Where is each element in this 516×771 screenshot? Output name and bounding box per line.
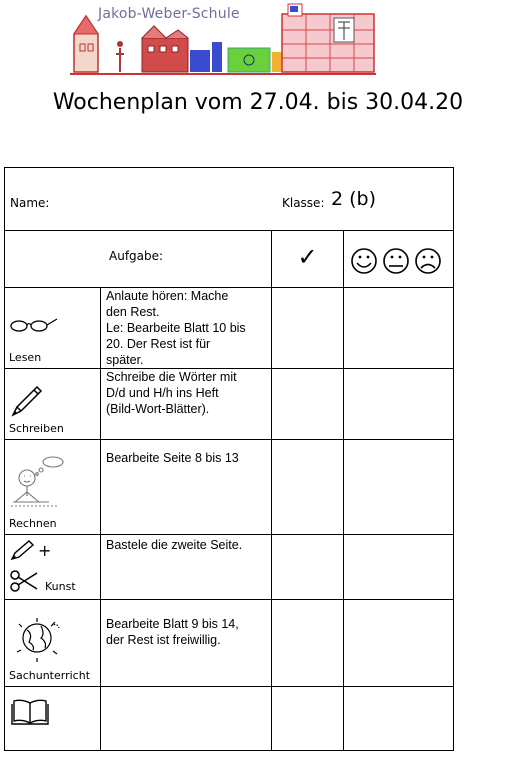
task-cell	[101, 288, 272, 369]
subject-row-reading-book	[5, 687, 454, 751]
done-check-cell[interactable]	[272, 600, 344, 687]
subject-row-schreiben	[5, 369, 454, 440]
page-title: Wochenplan vom 27.04. bis 30.04.20	[52, 90, 464, 115]
subject-row-rechnen	[5, 440, 454, 535]
subject-row-lesen	[5, 288, 454, 369]
task-line: (Bild-Wort-Blätter).	[106, 402, 210, 416]
globe-icon	[11, 614, 67, 664]
task-line: Le: Bearbeite Blatt 10 bis	[106, 321, 246, 335]
subject-label: Schreiben	[9, 422, 64, 435]
subject-row-kunst	[5, 535, 454, 600]
thinking-figure-icon	[9, 454, 69, 514]
done-check-cell[interactable]	[272, 535, 344, 600]
pencil-icon	[9, 539, 35, 561]
done-check-cell[interactable]	[272, 369, 344, 440]
subject-cell	[5, 600, 101, 687]
subject-label: Sachunterricht	[9, 669, 91, 682]
task-cell	[101, 687, 272, 751]
done-check-cell[interactable]	[272, 687, 344, 751]
column-header-row	[5, 231, 454, 288]
task-header-label: Aufgabe:	[109, 249, 164, 263]
class-label: Klasse:	[282, 196, 325, 210]
task-header-cell	[5, 231, 272, 288]
task-cell	[101, 535, 272, 600]
name-label: Name:	[10, 196, 50, 210]
task-line: 20. Der Rest ist für	[106, 337, 211, 351]
task-cell	[101, 369, 272, 440]
subject-cell	[5, 535, 101, 600]
subject-cell	[5, 440, 101, 535]
rating-cell[interactable]	[344, 535, 454, 600]
task-cell	[101, 600, 272, 687]
task-line: Anlaute hören: Mache	[106, 289, 229, 303]
task-line: D/d und H/h ins Heft	[106, 386, 219, 400]
pencil-icon	[9, 383, 45, 419]
subject-label: Rechnen	[9, 517, 57, 530]
check-header-cell	[272, 231, 344, 288]
done-check-cell[interactable]	[272, 288, 344, 369]
task-line: Bearbeite Seite 8 bis 13	[106, 451, 239, 465]
subject-label: Kunst	[45, 580, 76, 593]
name-class-cell[interactable]	[5, 168, 454, 231]
task-line: den Rest.	[106, 305, 160, 319]
rating-cell[interactable]	[344, 687, 454, 751]
task-line: Bearbeite Blatt 9 bis 14,	[106, 617, 239, 631]
task-line: Bastele die zweite Seite.	[106, 538, 243, 552]
glasses-icon	[9, 316, 59, 334]
subject-label: Lesen	[9, 351, 42, 364]
task-line: der Rest ist freiwillig.	[106, 633, 221, 647]
rating-cell[interactable]	[344, 288, 454, 369]
task-line: Schreibe die Wörter mit	[106, 370, 237, 384]
rating-header-cell	[344, 231, 454, 288]
class-value: 2 (b)	[331, 188, 377, 210]
done-check-cell[interactable]	[272, 440, 344, 535]
rating-cell[interactable]	[344, 600, 454, 687]
school-name: Jakob-Weber-Schule	[98, 6, 240, 22]
smiley-faces-icon	[348, 245, 444, 277]
subject-cell	[5, 288, 101, 369]
checkmark-icon: ✓	[297, 243, 318, 271]
rating-cell[interactable]	[344, 440, 454, 535]
school-logo	[70, 0, 380, 78]
subject-cell	[5, 369, 101, 440]
subject-cell	[5, 687, 101, 751]
rating-cell[interactable]	[344, 369, 454, 440]
header-row	[5, 168, 454, 231]
task-line: später.	[106, 353, 144, 367]
scissors-icon	[9, 569, 39, 593]
open-book-icon	[11, 697, 49, 725]
plus-sign: +	[38, 541, 52, 560]
subject-row-sachunterricht	[5, 600, 454, 687]
weekly-plan-table	[4, 167, 454, 751]
task-cell	[101, 440, 272, 535]
